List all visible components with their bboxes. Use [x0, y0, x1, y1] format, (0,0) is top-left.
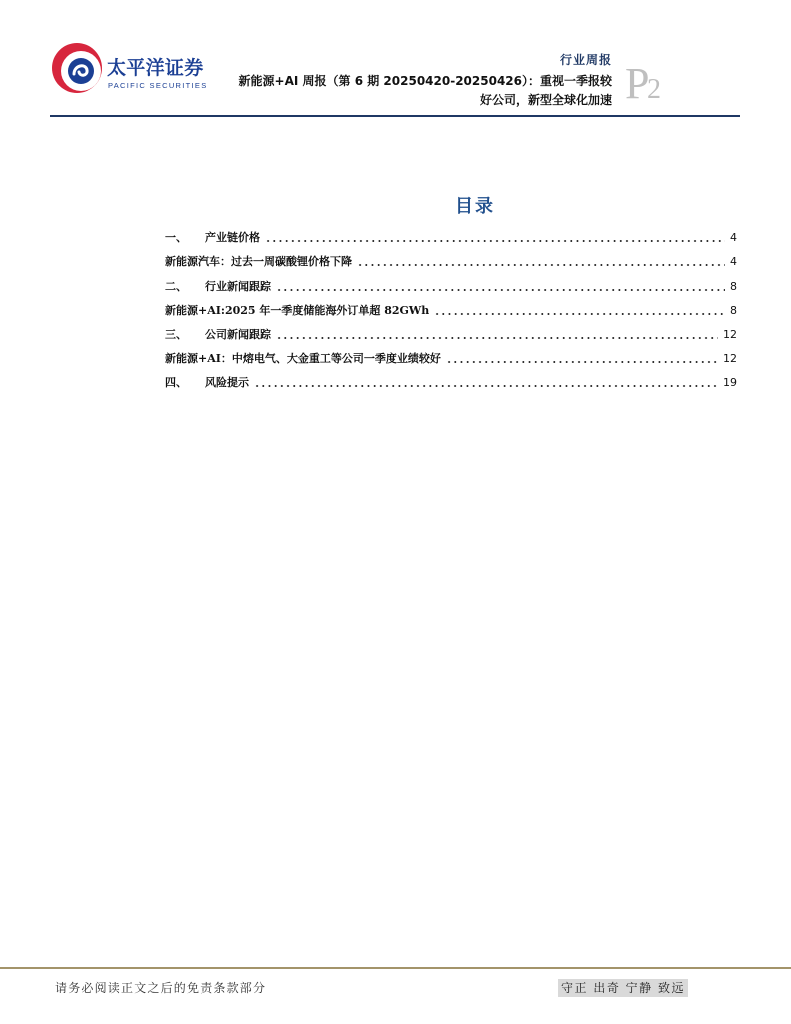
toc-entry-number: 四、	[165, 376, 187, 389]
toc-entry-subsection-2[interactable]	[165, 303, 737, 319]
toc-entry-number: 三、	[165, 328, 187, 341]
toc-entry-text: 新能源汽车：过去一周碳酸锂价格下降	[165, 255, 352, 268]
toc-entry-number: 二、	[165, 280, 187, 293]
toc-dot-leader	[265, 239, 725, 243]
brand-name-en: PACIFIC SECURITIES	[108, 81, 208, 90]
toc-entry-text: 新能源+AI：中熔电气、大金重工等公司一季度业绩较好	[165, 352, 441, 365]
toc-entry-number: 一、	[165, 231, 187, 244]
toc-dot-leader	[276, 288, 725, 292]
toc-entry-section-3[interactable]	[165, 327, 737, 343]
toc-entry-page: 8	[730, 304, 737, 317]
report-title-line-2: 好公司，新型全球化加速	[479, 93, 612, 107]
toc-entry-page: 8	[730, 280, 737, 293]
toc-entry-section-1[interactable]	[165, 230, 737, 246]
toc-dot-leader	[434, 312, 725, 316]
page-marker-letter: P	[625, 59, 650, 108]
toc-entry-section-4[interactable]	[165, 375, 737, 391]
company-logo-icon	[50, 41, 104, 95]
toc-entry-page: 19	[723, 376, 737, 389]
header-divider	[50, 115, 740, 117]
toc-entry-subsection-3[interactable]	[165, 351, 737, 367]
report-title-line-1: 新能源+AI 周报（第 6 期 20250420-20250426）：重视一季报较	[238, 74, 612, 88]
toc-entry-page: 12	[723, 352, 737, 365]
toc-entry-text: 新能源+AI:2025 年一季度储能海外订单超 82GWh	[165, 304, 430, 317]
toc-entry-section-2[interactable]	[165, 279, 737, 295]
page-marker-number: 2	[647, 74, 661, 105]
toc-entry-page: 4	[730, 231, 737, 244]
toc-entry-page: 12	[723, 328, 737, 341]
footer-disclaimer: 请务必阅读正文之后的免责条款部分	[55, 981, 267, 995]
toc-entry-subsection-1[interactable]	[165, 254, 737, 270]
footer-divider	[0, 967, 791, 969]
toc-entry-text: 风险提示	[205, 376, 249, 389]
footer-motto: 守正 出奇 宁静 致远	[558, 979, 688, 997]
toc-dot-leader	[276, 336, 718, 340]
brand-name-cn: 太平洋证券	[107, 57, 204, 79]
toc-entry-text: 公司新闻跟踪	[205, 328, 271, 341]
toc-entry-text: 产业链价格	[205, 231, 260, 244]
toc-dot-leader	[357, 263, 725, 267]
report-type: 行业周报	[559, 53, 612, 67]
toc-entry-text: 行业新闻跟踪	[205, 280, 271, 293]
toc-dot-leader	[254, 384, 718, 388]
toc-entry-page: 4	[730, 255, 737, 268]
toc-heading: 目录	[455, 196, 495, 217]
toc-dot-leader	[446, 360, 718, 364]
